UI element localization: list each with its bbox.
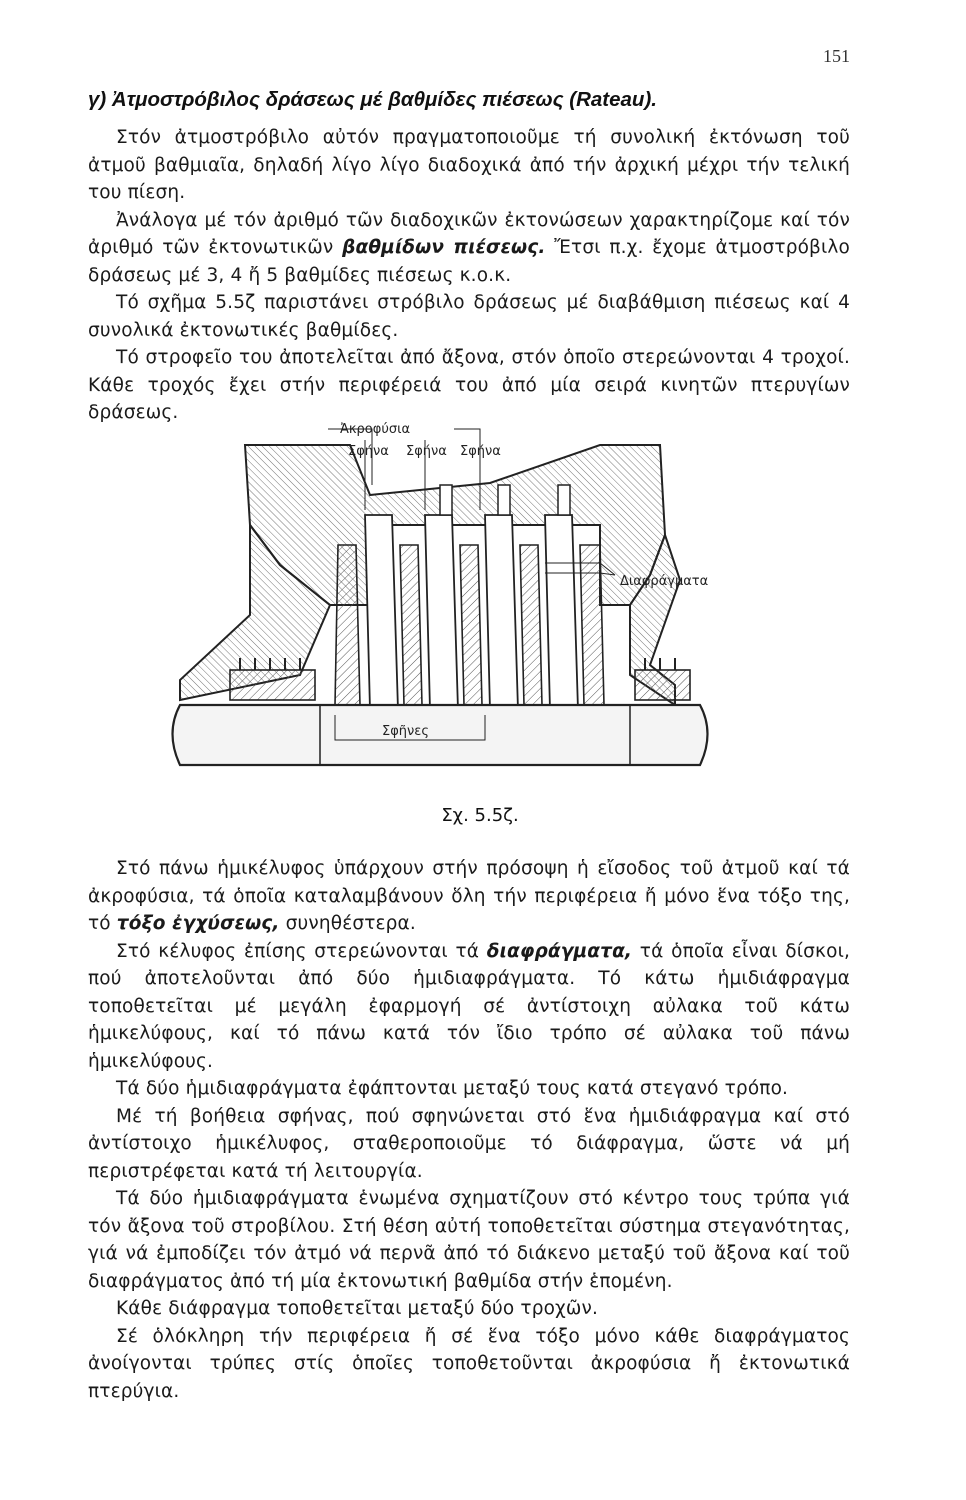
paragraph-6-text-c: τά ὁποῖα εἶναι δίσκοι, πού ἀποτελοῦνται ἀπό δύο ἡμιδιαφράγματα. Τό κάτω ἡμιδιάφραγμα τοποθετεῖται μέ μεγάλη ἐφαρμογή σέ ἀντίστοιχη αὐλακα τοῦ κάτω ἡμικελύφους, καί τό πάνω κατά τόν ἴδιο τρόπο σέ αὐλακα τοῦ πάνω ἡμικελύφους. [88,940,851,1072]
upper-casing [245,445,665,605]
paragraph-2-text-c: Ἔτσι π.χ. ἔχομε ἀτμοστρόβιλο δράσεως μέ 3, 4 ἤ 5 βαθμίδες πιέσεως κ.ο.κ. [88,237,850,286]
shaft [173,705,708,765]
paragraph-5 [88,855,850,938]
paragraph-9: Τά δύο ἡμιδιαφράγματα ἑνωμένα σχηματίζουν στό κέντρο τους τρύπα γιά τόν ἄξονα τοῦ στροβίλου. Στή θέση αὐτή τοποθετεῖται σύστημα στεγανότητας, γιά νά ἐμποδίζει τόν ἀτμό νά περνᾶ ἀπό τό διάκενο μεταξύ τοῦ ἄξονα καί τοῦ διαφράγματος ἀπό τή μία ἐκτονωτική βαθμίδα στήν ἑπομένη. [88,1188,850,1292]
paragraph-1: Στόν ἀτμοστρόβιλο αὐτόν πραγματοποιοῦμε τή συνολική ἐκτόνωση τοῦ ἀτμοῦ βαθμιαῖα, δηλαδή λίγο λίγο διαδοχικά ἀπό τήν ἀρχική μέχρι τήν τελική του πίεση. [88,127,850,203]
label-wedge-2: Σφήνα [406,444,447,459]
paragraph-11: Σέ ὁλόκληρη τήν περιφέρεια ἤ σέ ἕνα τόξο μόνο κάθε διαφράγματος ἀνοίγονται τρύπες στίς ὁποῖες τοποθετοῦνται ἀκροφύσια ἤ ἐκτονωτικά πτερύγια. [88,1325,850,1402]
section-heading: γ) Ἀτμοστρόβιλος δράσεως μέ βαθμίδες πιέσεως (Rateau). [88,88,657,111]
paragraph-6-text-a: Στό κέλυφος ἐπίσης στερεώνονται τά [116,940,487,962]
label-wedges: Σφῆνες [382,724,429,739]
page-number: 151 [823,46,850,66]
bottom-text-block [88,855,850,1405]
top-text-block [88,88,850,427]
paragraph-8: Μέ τή βοήθεια σφήνας, πού σφηνώνεται στό ἕνα ἡμιδιάφραγμα καί στό ἀντίστοιχο ἡμικέλυφος, σταθεροποιοῦμε τό διάφραγμα, ὥστε νά μή περιστρέφεται κατά τή λειτουργία. [88,1105,850,1182]
paragraph-4: Τό στροφεῖο του ἀποτελεῖται ἀπό ἄξονα, στόν ὁποῖο στερεώνονται 4 τροχοί. Κάθε τροχός ἔχει στήν περιφέρειά του ἀπό μία σειρά κινητῶν πτερυγίων δράσεως. [88,347,850,423]
label-wedge-3: Σφήνα [460,444,501,459]
labyrinth-seals [230,658,690,700]
figure-caption: Σχ. 5.5ζ. [441,805,519,826]
paragraph-5-text-a: Στό πάνω ἡμικέλυφος ὑπάρχουν στήν πρόσοψη ἡ εἴσοδος τοῦ ἀτμοῦ καί τά ἀκροφύσια, τά ὁποῖα καταλαμβάνουν ὅλη τήν περιφέρεια ἤ μόνο ἕνα τόξο της, τό [88,858,850,934]
turbine-cross-section-diagram [160,415,810,820]
paragraph-3: Τό σχῆμα 5.5ζ παριστάνει στρόβιλο δράσεως μέ διαβάθμιση πιέσεως καί 4 συνολικά ἐκτονωτικές βαθμίδες. [88,292,850,341]
paragraph-2 [88,207,850,290]
label-nozzles: Ἀκροφύσια [340,422,411,437]
term-injection-arc: τόξο ἐγχύσεως, [116,913,280,934]
paragraph-5-text-c: συνηθέστερα. [279,913,416,934]
term-pressure-stages: βαθμίδων πιέσεως. [342,237,546,258]
paragraph-10: Κάθε διάφραγμα τοποθετεῖται μεταξύ δύο τροχῶν. [116,1298,599,1319]
paragraph-2-text-a: Ἀνάλογα μέ τόν ἀριθμό τῶν διαδοχικῶν ἐκτονώσεων χαρακτηρίζομε καί τόν ἀριθμό τῶν ἐκτονωτικῶν [88,209,850,258]
paragraph-7: Τά δύο ἡμιδιαφράγματα ἐφάπτονται μεταξύ τους κατά στεγανό τρόπο. [116,1078,789,1099]
term-diaphragms: διαφράγματα, [486,940,633,962]
label-wedge-1: Σφήνα [348,444,389,459]
turbine-figure [160,415,810,820]
label-diaphragms: Διαφράγματα [620,574,709,589]
paragraph-6 [88,938,850,1076]
